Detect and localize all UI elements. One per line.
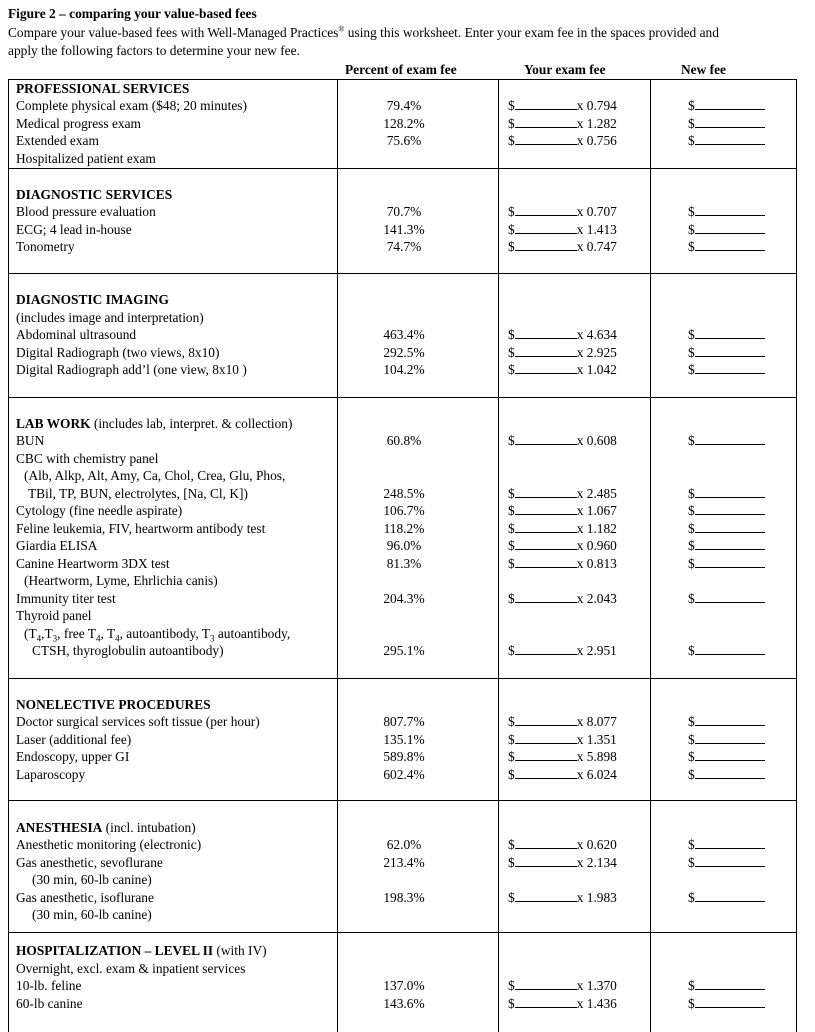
dollar-sign: $	[508, 133, 515, 148]
exam-fee-entry	[508, 642, 617, 660]
new-fee-entry	[688, 977, 765, 995]
new-fee-entry	[688, 537, 765, 555]
item-label: Anesthetic monitoring (electronic)	[16, 837, 202, 852]
new-fee-entry	[688, 590, 765, 608]
thyroid-text-part: 4	[36, 633, 42, 644]
exam-fee-entry	[508, 203, 617, 221]
exam-fee-blank[interactable]	[515, 995, 577, 1008]
fee-factor: x 1.282	[576, 116, 617, 131]
exam-fee-entry	[508, 995, 617, 1013]
new-fee-blank[interactable]	[695, 977, 765, 990]
item-sublabel: CTSH, thyroglobulin autoantibody)	[32, 643, 224, 658]
exam-fee-blank[interactable]	[515, 555, 577, 568]
col-header-exam-fee: Your exam fee	[524, 62, 606, 77]
exam-fee-entry	[508, 713, 617, 731]
item-label: Medical progress exam	[16, 116, 141, 131]
thyroid-text-part: 4	[95, 633, 101, 644]
fee-factor: x 2.134	[576, 855, 617, 870]
section-heading-text: ANESTHESIA	[16, 820, 103, 835]
new-fee-entry	[688, 889, 765, 907]
percent-value: 75.6%	[386, 133, 422, 148]
section-hospitalization	[16, 942, 267, 960]
new-fee-entry	[688, 132, 765, 150]
section-heading-note: (with IV)	[213, 943, 267, 958]
fee-factor: x 5.898	[576, 749, 617, 764]
exam-fee-blank[interactable]	[515, 432, 577, 445]
item-label: ECG; 4 lead in-house	[16, 222, 132, 237]
dollar-sign: $	[508, 855, 515, 870]
col-header-new-fee: New fee	[681, 62, 726, 77]
section-subtitle: (includes image and interpretation)	[16, 310, 204, 325]
new-fee-entry	[688, 731, 765, 749]
item-label: Digital Radiograph add’l (one view, 8x10 )	[16, 362, 247, 377]
fee-factor: x 1.413	[576, 222, 617, 237]
exam-fee-blank[interactable]	[515, 854, 577, 867]
fee-factor: x 1.182	[576, 521, 617, 536]
exam-fee-entry	[508, 537, 617, 555]
section-heading-text: NONELECTIVE PROCEDURES	[16, 697, 211, 712]
new-fee-entry	[688, 326, 765, 344]
item-label: Tonometry	[16, 239, 75, 254]
item-label: Cytology (fine needle aspirate)	[16, 503, 183, 518]
exam-fee-blank[interactable]	[515, 132, 577, 145]
item-label: Gas anesthetic, sevoflurane	[16, 855, 163, 870]
dollar-sign: $	[688, 591, 695, 606]
exam-fee-blank[interactable]	[515, 642, 577, 655]
item-label: Gas anesthetic, isoflurane	[16, 890, 154, 905]
dollar-sign: $	[688, 116, 695, 131]
new-fee-entry	[688, 115, 765, 133]
dollar-sign: $	[508, 239, 515, 254]
item-sublabel: (30 min, 60-lb canine)	[32, 872, 152, 887]
item-label: Endoscopy, upper GI	[16, 749, 130, 764]
dollar-sign: $	[688, 556, 695, 571]
exam-fee-entry	[508, 238, 617, 256]
new-fee-entry	[688, 361, 765, 379]
percent-value: 137.0%	[383, 978, 425, 993]
item-label: Blood pressure evaluation	[16, 204, 156, 219]
dollar-sign: $	[688, 996, 695, 1011]
exam-fee-entry	[508, 221, 617, 239]
dollar-sign: $	[508, 503, 515, 518]
new-fee-blank[interactable]	[695, 995, 765, 1008]
new-fee-entry	[688, 766, 765, 784]
dollar-sign: $	[688, 643, 695, 658]
dollar-sign: $	[688, 767, 695, 782]
dollar-sign: $	[688, 133, 695, 148]
item-label: Feline leukemia, FIV, heartworm antibody test	[16, 521, 266, 536]
item-label: Immunity titer test	[16, 591, 116, 606]
dollar-sign: $	[508, 643, 515, 658]
exam-fee-blank[interactable]	[515, 502, 577, 515]
exam-fee-entry	[508, 748, 617, 766]
thyroid-text-part: (T	[24, 626, 37, 641]
section-heading-text: DIAGNOSTIC SERVICES	[16, 187, 173, 202]
item-label: Thyroid panel	[16, 608, 92, 623]
item-sublabel: (Alb, Alkp, Alt, Amy, Ca, Chol, Crea, Glu, Phos,	[24, 468, 286, 483]
dollar-sign: $	[688, 433, 695, 448]
thyroid-text-part: , T	[100, 626, 116, 641]
dollar-sign: $	[688, 98, 695, 113]
dollar-sign: $	[688, 978, 695, 993]
new-fee-blank[interactable]	[695, 520, 765, 533]
divider	[337, 80, 338, 1032]
exam-fee-blank[interactable]	[515, 766, 577, 779]
fee-factor: x 2.485	[576, 486, 617, 501]
new-fee-entry	[688, 238, 765, 256]
fee-factor: x 1.983	[576, 890, 617, 905]
item-label: Laparoscopy	[16, 767, 86, 782]
new-fee-blank[interactable]	[695, 221, 765, 234]
section-heading-note: (incl. intubation)	[102, 820, 196, 835]
section-heading-text: LAB WORK	[16, 416, 91, 431]
new-fee-blank[interactable]	[695, 326, 765, 339]
new-fee-blank[interactable]	[695, 132, 765, 145]
fee-factor: x 1.436	[576, 996, 617, 1011]
exam-fee-blank[interactable]	[515, 889, 577, 902]
fee-factor: x 0.747	[576, 239, 617, 254]
new-fee-entry	[688, 221, 765, 239]
exam-fee-entry	[508, 97, 617, 115]
fee-factor: x 2.043	[576, 591, 617, 606]
section-anesthesia	[16, 819, 196, 837]
new-fee-blank[interactable]	[695, 361, 765, 374]
percent-value: 106.7%	[383, 503, 425, 518]
item-label: Laser (additional fee)	[16, 732, 132, 747]
new-fee-entry	[688, 502, 765, 520]
exam-fee-entry	[508, 502, 617, 520]
item-sublabel: TBil, TP, BUN, electrolytes, [Na, Cl, K])	[28, 486, 248, 501]
dollar-sign: $	[508, 433, 515, 448]
exam-fee-blank[interactable]	[515, 748, 577, 761]
fee-factor: x 0.813	[576, 556, 617, 571]
dollar-sign: $	[508, 222, 515, 237]
dollar-sign: $	[508, 714, 515, 729]
exam-fee-blank[interactable]	[515, 97, 577, 110]
new-fee-blank[interactable]	[695, 238, 765, 251]
fee-factor: x 0.608	[576, 433, 617, 448]
dollar-sign: $	[688, 239, 695, 254]
new-fee-entry	[688, 836, 765, 854]
exam-fee-blank[interactable]	[515, 115, 577, 128]
dollar-sign: $	[508, 362, 515, 377]
fee-factor: x 0.960	[576, 538, 617, 553]
item-sublabel	[24, 625, 290, 643]
dollar-sign: $	[688, 327, 695, 342]
thyroid-text-part: 3	[52, 633, 58, 644]
percent-value: 807.7%	[383, 714, 425, 729]
exam-fee-entry	[508, 432, 617, 450]
new-fee-blank[interactable]	[695, 97, 765, 110]
exam-fee-blank[interactable]	[515, 203, 577, 216]
percent-value: 60.8%	[386, 433, 422, 448]
dollar-sign: $	[508, 837, 515, 852]
dollar-sign: $	[688, 855, 695, 870]
exam-fee-blank[interactable]	[515, 520, 577, 533]
new-fee-entry	[688, 432, 765, 450]
dollar-sign: $	[688, 749, 695, 764]
percent-value: 135.1%	[383, 732, 425, 747]
section-nonelective	[16, 696, 211, 714]
new-fee-blank[interactable]	[695, 854, 765, 867]
new-fee-blank[interactable]	[695, 485, 765, 498]
intro-text	[8, 24, 815, 60]
dollar-sign: $	[508, 732, 515, 747]
exam-fee-blank[interactable]	[515, 361, 577, 374]
fee-factor: x 0.756	[576, 133, 617, 148]
new-fee-entry	[688, 854, 765, 872]
percent-value: 118.2%	[383, 521, 425, 536]
section-heading-text: PROFESSIONAL SERVICES	[16, 81, 190, 96]
divider	[9, 397, 796, 398]
section-heading-text: DIAGNOSTIC IMAGING	[16, 292, 169, 307]
divider	[9, 168, 796, 169]
fee-factor: x 1.351	[576, 732, 617, 747]
item-label: Digital Radiograph (two views, 8x10)	[16, 345, 220, 360]
divider	[9, 678, 796, 679]
section-diagnostic	[16, 186, 172, 204]
percent-value: 213.4%	[383, 855, 425, 870]
new-fee-blank[interactable]	[695, 713, 765, 726]
dollar-sign: $	[688, 345, 695, 360]
dollar-sign: $	[508, 204, 515, 219]
exam-fee-blank[interactable]	[515, 326, 577, 339]
dollar-sign: $	[508, 556, 515, 571]
exam-fee-entry	[508, 555, 617, 573]
divider	[9, 273, 796, 274]
section-subtitle: Overnight, excl. exam & inpatient services	[16, 961, 246, 976]
section-imaging	[16, 291, 169, 309]
exam-fee-entry	[508, 854, 617, 872]
exam-fee-blank[interactable]	[515, 590, 577, 603]
percent-value: 292.5%	[383, 345, 425, 360]
section-heading-note: (includes lab, interpret. & collection)	[90, 416, 293, 431]
exam-fee-entry	[508, 361, 617, 379]
thyroid-text-part: 4	[115, 633, 120, 644]
item-label: Canine Heartworm 3DX test	[16, 556, 170, 571]
dollar-sign: $	[508, 327, 515, 342]
percent-value: 70.7%	[386, 204, 422, 219]
new-fee-entry	[688, 642, 765, 660]
new-fee-blank[interactable]	[695, 642, 765, 655]
dollar-sign: $	[688, 503, 695, 518]
fee-factor: x 8.077	[576, 714, 617, 729]
divider	[9, 932, 796, 933]
dollar-sign: $	[688, 732, 695, 747]
exam-fee-blank[interactable]	[515, 344, 577, 357]
exam-fee-blank[interactable]	[515, 977, 577, 990]
percent-value: 74.7%	[386, 239, 422, 254]
fee-factor: x 1.067	[576, 503, 617, 518]
fee-factor: x 2.951	[576, 643, 617, 658]
dollar-sign: $	[508, 749, 515, 764]
fee-factor: x 0.794	[576, 98, 617, 113]
exam-fee-entry	[508, 889, 617, 907]
col-header-percent: Percent of exam fee	[345, 62, 457, 77]
new-fee-blank[interactable]	[695, 502, 765, 515]
new-fee-entry	[688, 713, 765, 731]
item-label: Doctor surgical services soft tissue (per hour)	[16, 714, 260, 729]
section-lab	[16, 415, 292, 433]
percent-value: 602.4%	[383, 767, 425, 782]
percent-value: 248.5%	[383, 486, 425, 501]
percent-value: 79.4%	[386, 98, 422, 113]
exam-fee-entry	[508, 766, 617, 784]
item-sublabel: (30 min, 60-lb canine)	[32, 907, 152, 922]
intro-part: Compare your value-based fees with Well-Managed Practices	[8, 25, 339, 40]
exam-fee-blank[interactable]	[515, 731, 577, 744]
exam-fee-blank[interactable]	[515, 485, 577, 498]
exam-fee-blank[interactable]	[515, 836, 577, 849]
percent-value: 463.4%	[383, 327, 425, 342]
item-label: BUN	[16, 433, 45, 448]
new-fee-blank[interactable]	[695, 537, 765, 550]
dollar-sign: $	[508, 591, 515, 606]
divider	[9, 800, 796, 801]
percent-value: 198.3%	[383, 890, 425, 905]
section-professional	[16, 80, 189, 98]
item-label: Abdominal ultrasound	[16, 327, 137, 342]
new-fee-blank[interactable]	[695, 836, 765, 849]
item-label: Giardia ELISA	[16, 538, 98, 553]
new-fee-blank[interactable]	[695, 748, 765, 761]
new-fee-blank[interactable]	[695, 432, 765, 445]
fee-factor: x 6.024	[576, 767, 617, 782]
exam-fee-entry	[508, 520, 617, 538]
thyroid-text-part: , autoantibody, T	[119, 626, 210, 641]
dollar-sign: $	[508, 890, 515, 905]
percent-value: 143.6%	[383, 996, 425, 1011]
new-fee-blank[interactable]	[695, 766, 765, 779]
new-fee-blank[interactable]	[695, 115, 765, 128]
dollar-sign: $	[508, 98, 515, 113]
new-fee-entry	[688, 344, 765, 362]
dollar-sign: $	[508, 345, 515, 360]
dollar-sign: $	[508, 521, 515, 536]
fee-factor: x 1.042	[576, 362, 617, 377]
exam-fee-blank[interactable]	[515, 221, 577, 234]
item-label: Complete physical exam ($48; 20 minutes)	[16, 98, 247, 113]
dollar-sign: $	[508, 116, 515, 131]
new-fee-blank[interactable]	[695, 590, 765, 603]
item-label: CBC with chemistry panel	[16, 451, 159, 466]
dollar-sign: $	[508, 538, 515, 553]
dollar-sign: $	[688, 362, 695, 377]
new-fee-blank[interactable]	[695, 889, 765, 902]
item-label: Hospitalized patient exam	[16, 151, 156, 166]
fee-factor: x 1.370	[576, 978, 617, 993]
exam-fee-blank[interactable]	[515, 713, 577, 726]
percent-value: 141.3%	[383, 222, 425, 237]
new-fee-entry	[688, 520, 765, 538]
exam-fee-entry	[508, 590, 617, 608]
intro-part: apply the following factors to determine your new fee.	[8, 43, 300, 58]
thyroid-text-part: ,T	[41, 626, 53, 641]
registered-mark: ®	[338, 24, 345, 34]
new-fee-entry	[688, 485, 765, 503]
exam-fee-entry	[508, 132, 617, 150]
exam-fee-entry	[508, 977, 617, 995]
percent-value: 295.1%	[383, 643, 425, 658]
exam-fee-entry	[508, 115, 617, 133]
dollar-sign: $	[688, 222, 695, 237]
dollar-sign: $	[688, 714, 695, 729]
dollar-sign: $	[688, 837, 695, 852]
new-fee-blank[interactable]	[695, 203, 765, 216]
dollar-sign: $	[688, 538, 695, 553]
new-fee-entry	[688, 203, 765, 221]
divider	[650, 80, 651, 1032]
new-fee-entry	[688, 555, 765, 573]
dollar-sign: $	[688, 890, 695, 905]
dollar-sign: $	[688, 521, 695, 536]
item-sublabel: (Heartworm, Lyme, Ehrlichia canis)	[24, 573, 218, 588]
item-label: 60-lb canine	[16, 996, 83, 1011]
dollar-sign: $	[508, 767, 515, 782]
new-fee-entry	[688, 995, 765, 1013]
new-fee-blank[interactable]	[695, 555, 765, 568]
percent-value: 96.0%	[386, 538, 422, 553]
new-fee-entry	[688, 748, 765, 766]
intro-part: using this worksheet. Enter your exam fee in the spaces provided and	[344, 25, 719, 40]
dollar-sign: $	[508, 996, 515, 1011]
exam-fee-blank[interactable]	[515, 537, 577, 550]
percent-value: 81.3%	[386, 556, 422, 571]
exam-fee-entry	[508, 344, 617, 362]
exam-fee-entry	[508, 731, 617, 749]
divider	[498, 80, 499, 1032]
item-label: 10-lb. feline	[16, 978, 82, 993]
fee-factor: x 0.620	[576, 837, 617, 852]
fee-factor: x 2.925	[576, 345, 617, 360]
fee-factor: x 4.634	[576, 327, 617, 342]
exam-fee-entry	[508, 836, 617, 854]
percent-value: 62.0%	[386, 837, 422, 852]
percent-value: 128.2%	[383, 116, 425, 131]
item-label: Extended exam	[16, 133, 99, 148]
section-heading-text: HOSPITALIZATION – LEVEL II	[16, 943, 214, 958]
thyroid-text-part: autoantibody,	[214, 626, 291, 641]
new-fee-blank[interactable]	[695, 731, 765, 744]
percent-value: 204.3%	[383, 591, 425, 606]
percent-value: 589.8%	[383, 749, 425, 764]
exam-fee-blank[interactable]	[515, 238, 577, 251]
new-fee-blank[interactable]	[695, 344, 765, 357]
percent-value: 104.2%	[383, 362, 425, 377]
fee-factor: x 0.707	[576, 204, 617, 219]
new-fee-entry	[688, 97, 765, 115]
thyroid-text-part: , free T	[57, 626, 96, 641]
dollar-sign: $	[688, 204, 695, 219]
figure-title: Figure 2 – comparing your value-based fees	[8, 6, 257, 21]
dollar-sign: $	[508, 486, 515, 501]
dollar-sign: $	[688, 486, 695, 501]
thyroid-text-part: 3	[209, 633, 215, 644]
exam-fee-entry	[508, 485, 617, 503]
exam-fee-entry	[508, 326, 617, 344]
dollar-sign: $	[508, 978, 515, 993]
